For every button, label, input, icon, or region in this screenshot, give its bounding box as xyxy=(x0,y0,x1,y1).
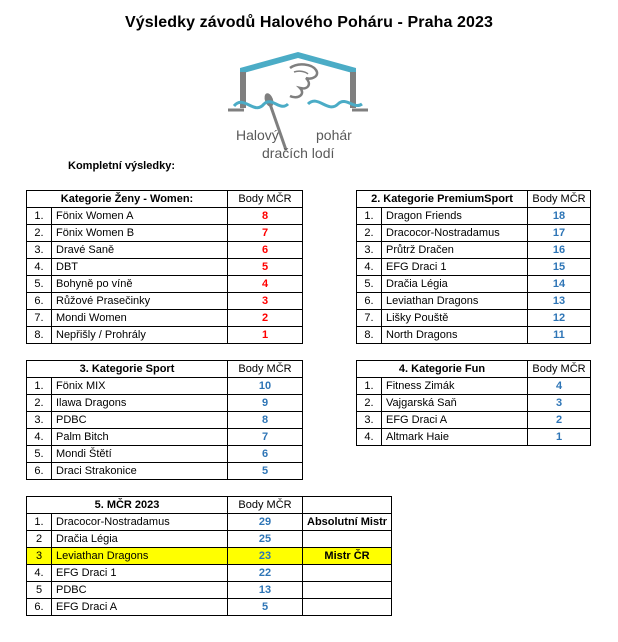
points-cell: 7 xyxy=(228,429,303,446)
title-cell xyxy=(303,599,392,616)
points-cell: 13 xyxy=(528,293,591,310)
points-cell: 6 xyxy=(228,446,303,463)
rank-cell: 8. xyxy=(357,327,382,344)
team-name-cell: EFG Draci 1 xyxy=(52,565,228,582)
points-cell: 5 xyxy=(228,259,303,276)
rank-cell: 4. xyxy=(27,259,52,276)
team-name-cell: Leviathan Dragons xyxy=(382,293,528,310)
table-row xyxy=(27,429,303,446)
table-row xyxy=(27,225,303,242)
points-cell: 15 xyxy=(528,259,591,276)
rank-cell: 8. xyxy=(27,327,52,344)
team-name-cell: Fönix MIX xyxy=(52,378,228,395)
points-cell: 8 xyxy=(228,208,303,225)
table-title: 4. Kategorie Fun xyxy=(357,361,528,378)
rank-cell: 1. xyxy=(357,208,382,225)
points-cell: 17 xyxy=(528,225,591,242)
table-zeny xyxy=(26,190,303,344)
team-name-cell: Dravé Saně xyxy=(52,242,228,259)
rank-cell: 2. xyxy=(27,225,52,242)
rank-cell: 3 xyxy=(27,548,52,565)
points-header: Body MČR xyxy=(228,497,303,514)
table-row xyxy=(357,395,591,412)
table-row xyxy=(357,293,591,310)
rank-cell: 1. xyxy=(27,514,52,531)
team-name-cell: Dračia Légia xyxy=(52,531,228,548)
title-cell xyxy=(303,565,392,582)
team-name-cell: Průtrž Dračen xyxy=(382,242,528,259)
table-row xyxy=(27,446,303,463)
table-row xyxy=(357,225,591,242)
rank-cell: 4. xyxy=(27,565,52,582)
rank-cell: 5. xyxy=(27,276,52,293)
points-cell: 9 xyxy=(228,395,303,412)
table-header-row xyxy=(27,361,303,378)
points-cell: 3 xyxy=(528,395,591,412)
team-name-cell: Draci Strakonice xyxy=(52,463,228,480)
logo-text-dracich-lodi: dračích lodí xyxy=(262,145,335,161)
points-cell: 25 xyxy=(228,531,303,548)
team-name-cell: EFG Draci A xyxy=(52,599,228,616)
rank-cell: 6. xyxy=(27,599,52,616)
points-cell: 14 xyxy=(528,276,591,293)
title-cell: Mistr ČR xyxy=(303,548,392,565)
table-header-row xyxy=(357,361,591,378)
table-title: Kategorie Ženy - Women: xyxy=(27,191,228,208)
team-name-cell: EFG Draci A xyxy=(382,412,528,429)
rank-cell: 5. xyxy=(27,446,52,463)
table-row xyxy=(27,395,303,412)
points-cell: 29 xyxy=(228,514,303,531)
team-name-cell: Mondi Štětí xyxy=(52,446,228,463)
team-name-cell: EFG Draci 1 xyxy=(382,259,528,276)
table-row xyxy=(27,548,392,565)
rank-cell: 3. xyxy=(357,242,382,259)
rank-cell: 1. xyxy=(27,378,52,395)
rank-cell: 4. xyxy=(357,259,382,276)
table-row xyxy=(357,327,591,344)
logo-text-halovy: Halový xyxy=(236,127,279,143)
team-name-cell: Bohyně po víně xyxy=(52,276,228,293)
table-row xyxy=(357,429,591,446)
table-header-row xyxy=(357,191,591,208)
table-header-row xyxy=(27,497,392,514)
table-row xyxy=(27,276,303,293)
points-cell: 18 xyxy=(528,208,591,225)
table-row xyxy=(27,582,392,599)
points-cell: 2 xyxy=(228,310,303,327)
table-fun xyxy=(356,360,591,446)
table-row xyxy=(357,242,591,259)
rank-cell: 2. xyxy=(357,395,382,412)
table-row xyxy=(27,208,303,225)
points-cell: 5 xyxy=(228,463,303,480)
team-name-cell: PDBC xyxy=(52,582,228,599)
team-name-cell: Dracocor-Nostradamus xyxy=(52,514,228,531)
team-name-cell: Fönix Women B xyxy=(52,225,228,242)
table-row xyxy=(27,463,303,480)
logo-text-pohar: pohár xyxy=(316,127,352,143)
points-header: Body MČR xyxy=(228,361,303,378)
team-name-cell: Lišky Pouště xyxy=(382,310,528,327)
team-name-cell: Vajgarská Saň xyxy=(382,395,528,412)
team-name-cell: Ilawa Dragons xyxy=(52,395,228,412)
points-cell: 1 xyxy=(228,327,303,344)
team-name-cell: Palm Bitch xyxy=(52,429,228,446)
complete-results-label: Kompletní výsledky: xyxy=(68,160,175,172)
rank-cell: 4. xyxy=(27,429,52,446)
points-cell: 7 xyxy=(228,225,303,242)
team-name-cell: North Dragons xyxy=(382,327,528,344)
rank-cell: 3. xyxy=(357,412,382,429)
points-header: Body MČR xyxy=(528,361,591,378)
table-premium-sport xyxy=(356,190,591,344)
team-name-cell: Mondi Women xyxy=(52,310,228,327)
points-cell: 10 xyxy=(228,378,303,395)
table-row xyxy=(27,531,392,548)
title-cell xyxy=(303,531,392,548)
table-row xyxy=(27,259,303,276)
points-cell: 22 xyxy=(228,565,303,582)
team-name-cell: Dragon Friends xyxy=(382,208,528,225)
points-cell: 4 xyxy=(228,276,303,293)
rank-cell: 2. xyxy=(27,395,52,412)
team-name-cell: PDBC xyxy=(52,412,228,429)
points-header: Body MČR xyxy=(528,191,591,208)
table-row xyxy=(27,242,303,259)
title-cell: Absolutní Mistr xyxy=(303,514,392,531)
points-cell: 8 xyxy=(228,412,303,429)
table-row xyxy=(27,514,392,531)
table-row xyxy=(27,293,303,310)
table-row xyxy=(27,378,303,395)
team-name-cell: DBT xyxy=(52,259,228,276)
rank-cell: 6. xyxy=(357,293,382,310)
rank-cell: 5. xyxy=(357,276,382,293)
rank-cell: 4. xyxy=(357,429,382,446)
table-title: 2. Kategorie PremiumSport xyxy=(357,191,528,208)
title-header xyxy=(303,497,392,514)
logo-dragon-icon xyxy=(290,64,317,97)
points-cell: 2 xyxy=(528,412,591,429)
points-cell: 4 xyxy=(528,378,591,395)
rank-cell: 7. xyxy=(27,310,52,327)
table-row xyxy=(27,310,303,327)
rank-cell: 2. xyxy=(357,225,382,242)
team-name-cell: Růžové Prasečinky xyxy=(52,293,228,310)
team-name-cell: Altmark Haie xyxy=(382,429,528,446)
table-row xyxy=(357,276,591,293)
team-name-cell: Leviathan Dragons xyxy=(52,548,228,565)
table-row xyxy=(27,327,303,344)
table-title: 3. Kategorie Sport xyxy=(27,361,228,378)
team-name-cell: Dračia Légia xyxy=(382,276,528,293)
table-row xyxy=(357,412,591,429)
rank-cell: 3. xyxy=(27,412,52,429)
points-cell: 12 xyxy=(528,310,591,327)
table-row xyxy=(357,310,591,327)
rank-cell: 5 xyxy=(27,582,52,599)
table-title: 5. MČR 2023 xyxy=(27,497,228,514)
points-cell: 11 xyxy=(528,327,591,344)
points-cell: 5 xyxy=(228,599,303,616)
points-cell: 23 xyxy=(228,548,303,565)
table-row xyxy=(27,565,392,582)
title-cell xyxy=(303,582,392,599)
table-row xyxy=(357,378,591,395)
table-row xyxy=(27,412,303,429)
rank-cell: 1. xyxy=(357,378,382,395)
table-sport xyxy=(26,360,303,480)
rank-cell: 6. xyxy=(27,463,52,480)
page-title: Výsledky závodů Halového Poháru - Praha 2023 xyxy=(124,14,494,31)
team-name-cell: Fitness Zimák xyxy=(382,378,528,395)
table-header-row xyxy=(27,191,303,208)
rank-cell: 3. xyxy=(27,242,52,259)
table-row xyxy=(27,599,392,616)
team-name-cell: Nepřišly / Prohrály xyxy=(52,327,228,344)
team-name-cell: Fönix Women A xyxy=(52,208,228,225)
rank-cell: 6. xyxy=(27,293,52,310)
rank-cell: 1. xyxy=(27,208,52,225)
table-mcr-2023 xyxy=(26,496,392,616)
points-cell: 13 xyxy=(228,582,303,599)
table-row xyxy=(357,208,591,225)
team-name-cell: Dracocor-Nostradamus xyxy=(382,225,528,242)
points-header: Body MČR xyxy=(228,191,303,208)
points-cell: 16 xyxy=(528,242,591,259)
table-row xyxy=(357,259,591,276)
points-cell: 1 xyxy=(528,429,591,446)
halovy-pohar-logo xyxy=(228,46,368,166)
rank-cell: 7. xyxy=(357,310,382,327)
rank-cell: 2 xyxy=(27,531,52,548)
points-cell: 6 xyxy=(228,242,303,259)
points-cell: 3 xyxy=(228,293,303,310)
